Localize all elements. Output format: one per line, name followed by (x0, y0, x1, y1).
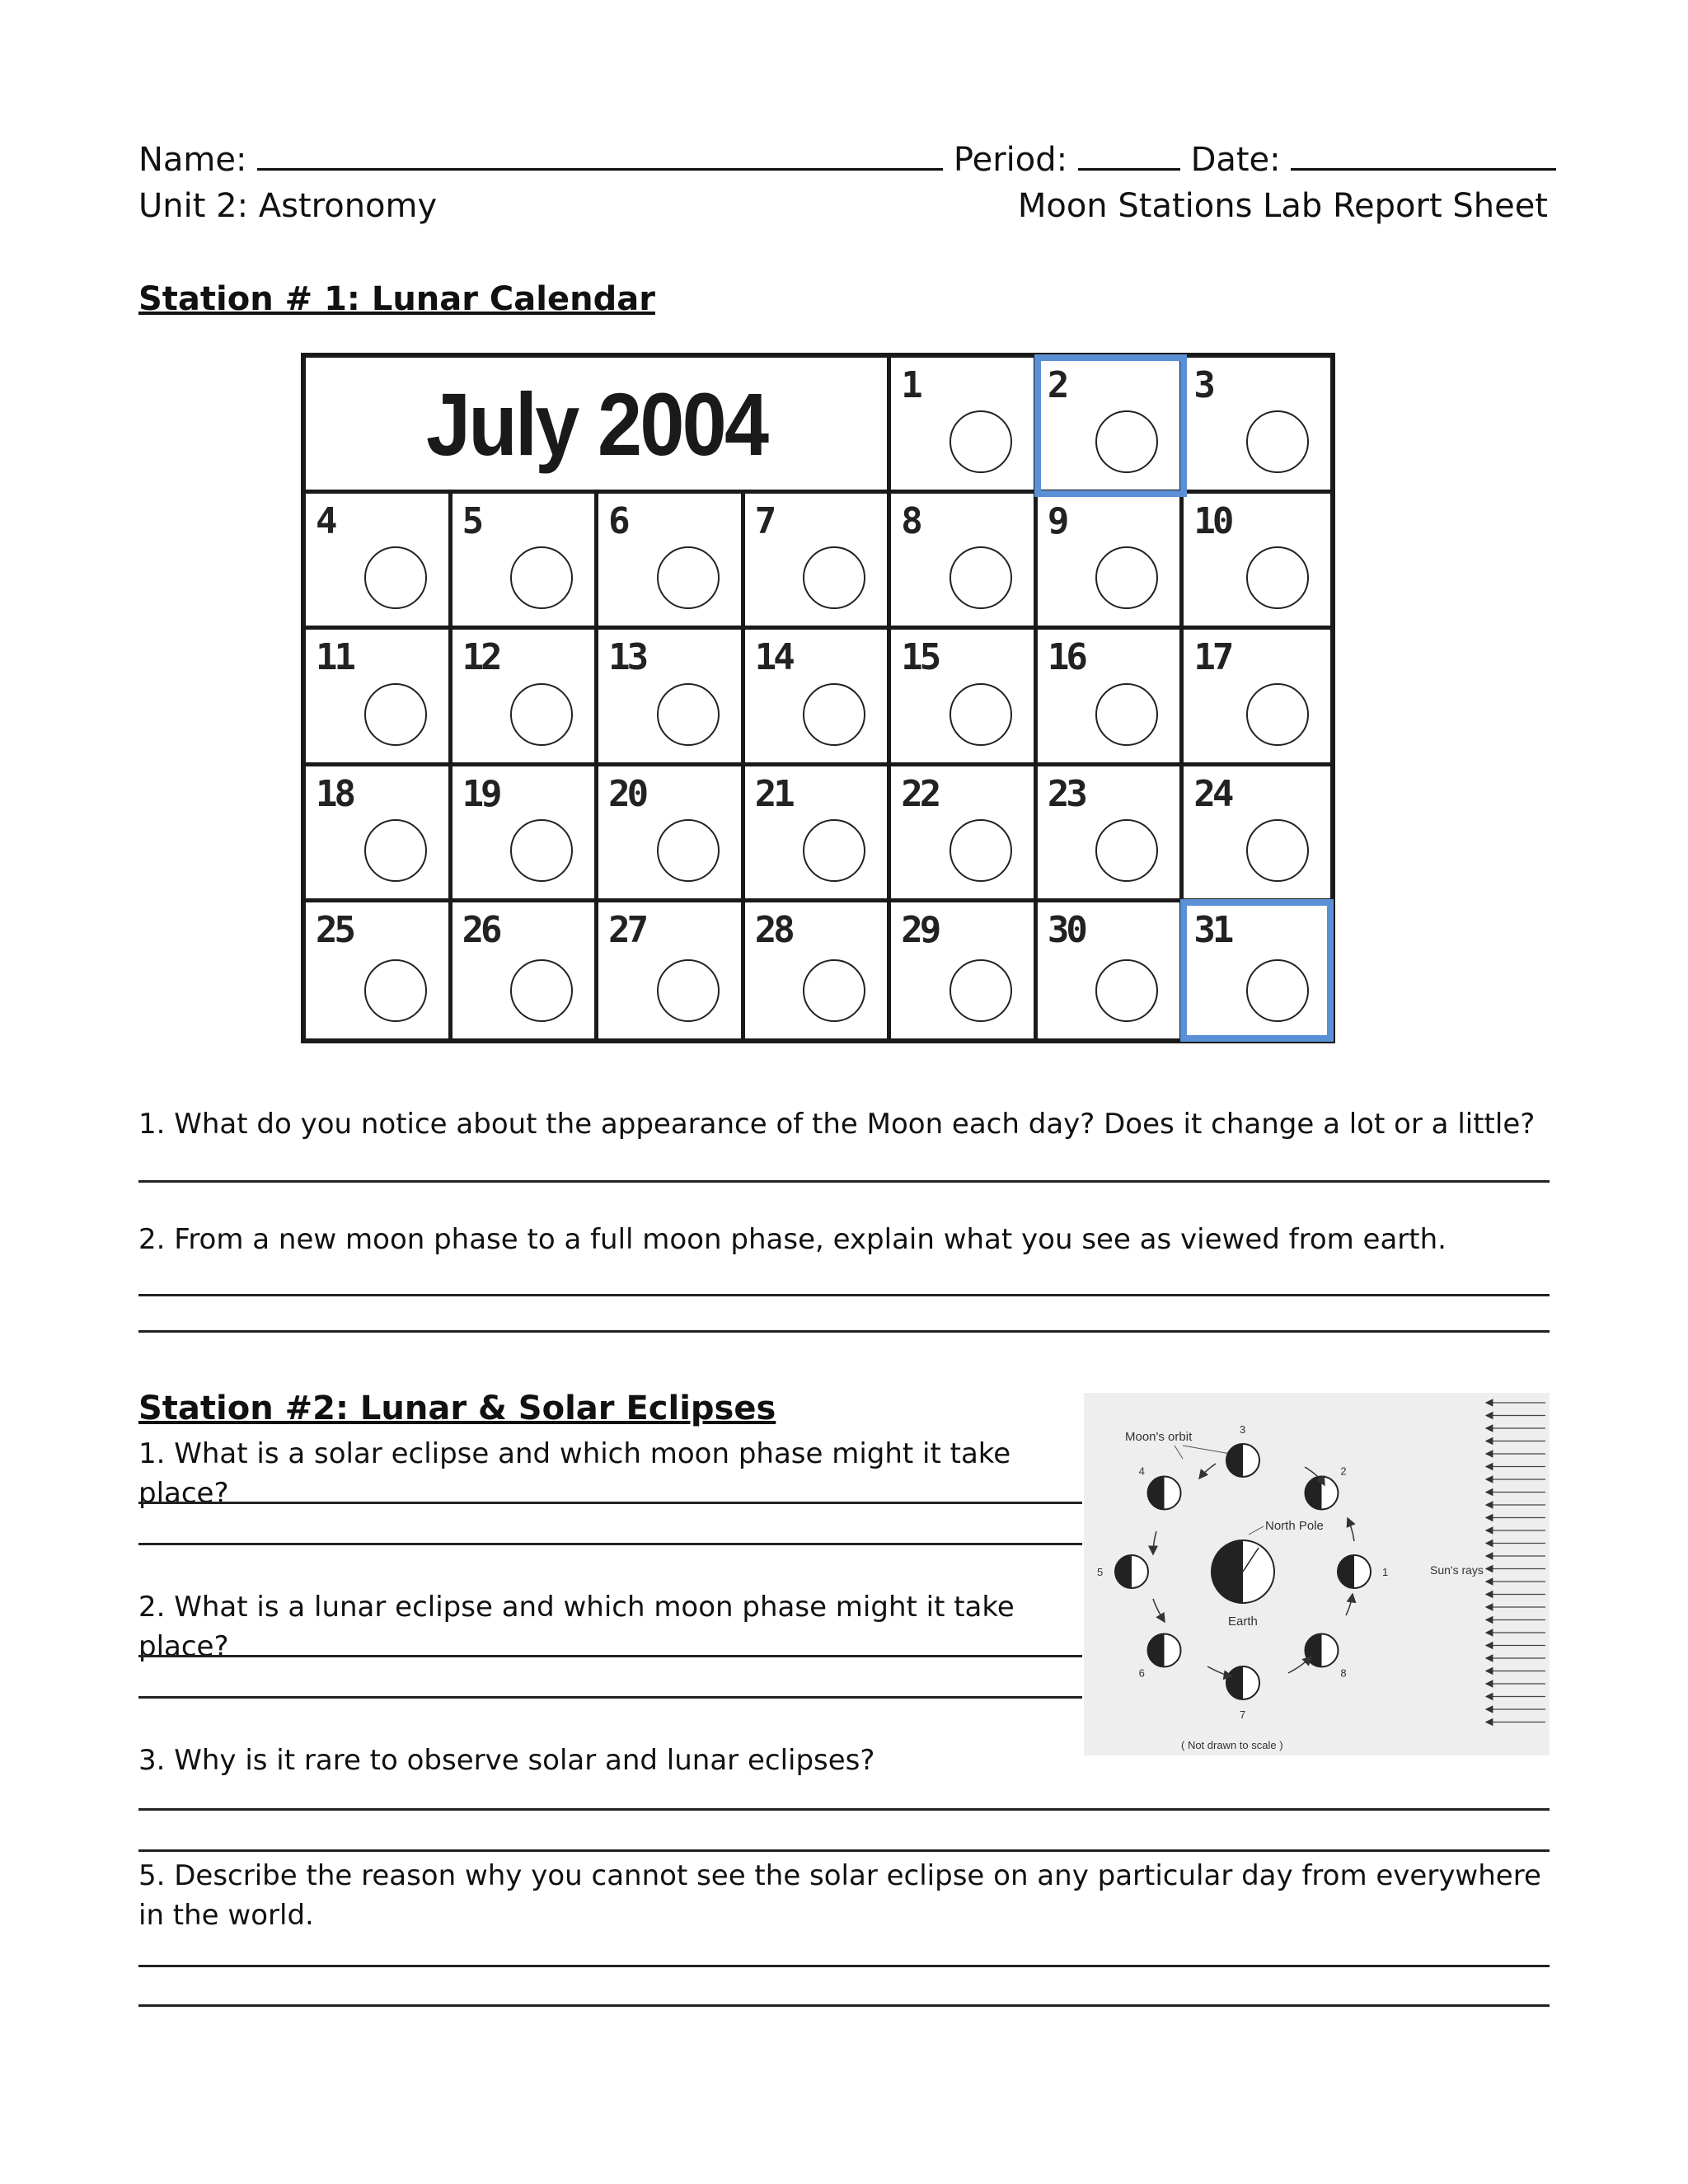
calendar-day-number: 15 (901, 636, 939, 679)
calendar-day-number: 24 (1193, 772, 1231, 815)
calendar-day (891, 358, 1038, 494)
calendar-day (1184, 358, 1330, 494)
calendar-day (745, 630, 892, 766)
moon-circle-icon[interactable] (1095, 819, 1158, 882)
calendar-day-number: 31 (1193, 908, 1231, 951)
calendar-day-number: 12 (462, 636, 499, 679)
calendar-day-number: 17 (1193, 636, 1231, 679)
calendar-day (1038, 766, 1184, 902)
sun-rays-icon (1486, 1403, 1545, 1722)
calendar-day-number: 23 (1047, 772, 1085, 815)
orbit-svg (1084, 1393, 1550, 1755)
earth-label: Earth (1228, 1615, 1258, 1629)
calendar-day (598, 766, 745, 902)
lunar-calendar (301, 353, 1335, 1043)
station1-title: Station # 1: Lunar Calendar (138, 280, 655, 318)
calendar-month: July 2004 (425, 373, 767, 474)
station2-title: Station #2: Lunar & Solar Eclipses (138, 1390, 776, 1427)
moon-phase-icon (1139, 1465, 1181, 1510)
moon-circle-icon[interactable] (1095, 959, 1158, 1022)
moon-circle-icon[interactable] (364, 959, 427, 1022)
calendar-day-number: 18 (316, 772, 353, 815)
calendar-day (745, 902, 892, 1038)
calendar-day-number: 25 (316, 908, 353, 951)
moon-position-label: 8 (1340, 1666, 1347, 1680)
calendar-day-number: 28 (754, 908, 792, 951)
moon-position-label: 3 (1240, 1423, 1246, 1436)
calendar-day (891, 766, 1038, 902)
moon-circle-icon[interactable] (364, 683, 427, 746)
sun-rays-label: Sun's rays (1430, 1563, 1484, 1577)
calendar-day-number: 7 (754, 500, 774, 543)
calendar-day (891, 902, 1038, 1038)
moon-circle-icon[interactable] (364, 819, 427, 882)
earth-icon (1212, 1540, 1274, 1603)
answer-line[interactable] (138, 1180, 1550, 1183)
moon-circle-icon[interactable] (803, 819, 865, 882)
answer-line[interactable] (138, 1655, 1082, 1657)
moon-circle-icon[interactable] (950, 683, 1012, 746)
calendar-day (306, 766, 452, 902)
station2-question-3: 3. Why is it rare to observe solar and lunar eclipses? (138, 1744, 875, 1777)
moon-circle-icon[interactable] (803, 683, 865, 746)
calendar-day-number: 30 (1047, 908, 1085, 951)
station2-question-2: 2. What is a lunar eclipse and which moon phase might it take place? (138, 1591, 1015, 1663)
moon-phase-icon (1139, 1633, 1181, 1679)
calendar-day-number: 21 (754, 772, 792, 815)
moon-position-label: 7 (1240, 1708, 1246, 1721)
moon-circle-icon[interactable] (510, 959, 573, 1022)
calendar-day-number: 10 (1193, 500, 1231, 543)
calendar-day (598, 902, 745, 1038)
name-field[interactable] (257, 143, 943, 171)
answer-line[interactable] (138, 1696, 1082, 1699)
calendar-day-number: 27 (608, 908, 646, 951)
calendar-day (598, 630, 745, 766)
calendar-day-number: 5 (462, 500, 481, 543)
moon-position-label: 2 (1340, 1465, 1347, 1478)
moon-circle-icon[interactable] (510, 546, 573, 609)
moon-position-label: 4 (1138, 1465, 1145, 1478)
moon-phase-icon (1305, 1633, 1346, 1679)
moon-circle-icon[interactable] (950, 546, 1012, 609)
calendar-day-number: 2 (1047, 364, 1067, 406)
moon-circle-icon[interactable] (1095, 683, 1158, 746)
calendar-day (452, 902, 599, 1038)
answer-line[interactable] (138, 1502, 1082, 1504)
moon-circle-icon[interactable] (1246, 410, 1309, 473)
moon-circle-icon[interactable] (657, 959, 720, 1022)
calendar-day (306, 630, 452, 766)
calendar-day (1038, 630, 1184, 766)
period-field[interactable] (1078, 143, 1180, 171)
station1-question-2: 2. From a new moon phase to a full moon phase, explain what you see as viewed from earth. (138, 1223, 1447, 1256)
station2-question-1: 1. What is a solar eclipse and which moon phase might it take place? (138, 1437, 1011, 1510)
answer-line[interactable] (138, 2004, 1550, 2007)
moon-circle-icon[interactable] (1246, 819, 1309, 882)
moon-phase-icon (1097, 1555, 1148, 1588)
moon-circle-icon[interactable] (510, 683, 573, 746)
date-field[interactable] (1291, 143, 1556, 171)
moon-phase-icon (1226, 1423, 1259, 1477)
calendar-day-number: 9 (1047, 500, 1067, 543)
calendar-day-number: 1 (901, 364, 920, 406)
station2-question-5: 5. Describe the reason why you cannot see the solar eclipse on any particular day from everywhere in the world. (138, 1859, 1541, 1932)
answer-line[interactable] (138, 1849, 1550, 1852)
calendar-day-number: 20 (608, 772, 646, 815)
calendar-day (891, 494, 1038, 630)
calendar-day-number: 14 (754, 636, 792, 679)
sheet-title: Moon Stations Lab Report Sheet (1017, 187, 1548, 225)
calendar-day-number: 29 (901, 908, 939, 951)
calendar-day (1038, 902, 1184, 1038)
calendar-day (306, 902, 452, 1038)
calendar-day-number: 6 (608, 500, 627, 543)
calendar-day (1184, 494, 1330, 630)
moon-circle-icon[interactable] (950, 410, 1012, 473)
calendar-day (452, 494, 599, 630)
moon-circle-icon[interactable] (657, 683, 720, 746)
calendar-day (452, 766, 599, 902)
unit-title: Unit 2: Astronomy (138, 187, 438, 225)
calendar-day (1184, 766, 1330, 902)
highlight-day (1034, 354, 1188, 497)
moon-phase-icon (1338, 1555, 1388, 1588)
calendar-day (891, 630, 1038, 766)
moon-position-label: 5 (1097, 1566, 1104, 1578)
moon-orbit-diagram (1084, 1393, 1550, 1755)
calendar-day (1038, 494, 1184, 630)
moon-position-label: 1 (1382, 1566, 1389, 1578)
moon-circle-icon[interactable] (364, 546, 427, 609)
moon-circle-icon[interactable] (950, 959, 1012, 1022)
answer-line[interactable] (138, 1808, 1550, 1811)
north-pole-label: North Pole (1265, 1519, 1324, 1533)
station1-question-1: 1. What do you notice about the appearance of the Moon each day? Does it change a lot or a little? (138, 1108, 1536, 1141)
answer-line[interactable] (138, 1294, 1550, 1296)
header-line-1 (138, 140, 1556, 180)
answer-line[interactable] (138, 1330, 1550, 1333)
calendar-day (745, 494, 892, 630)
moon-circle-icon[interactable] (657, 546, 720, 609)
highlight-day (1180, 899, 1334, 1042)
orbit-label: Moon's orbit (1125, 1430, 1193, 1444)
calendar-day (306, 494, 452, 630)
calendar-month-cell (306, 358, 891, 494)
date-label: Date: (1190, 141, 1281, 179)
calendar-day-number: 22 (901, 772, 939, 815)
calendar-day (598, 494, 745, 630)
calendar-day (745, 766, 892, 902)
moon-circle-icon[interactable] (1095, 546, 1158, 609)
calendar-day-number: 8 (901, 500, 920, 543)
calendar-day-number: 19 (462, 772, 499, 815)
scale-note: ( Not drawn to scale ) (1181, 1739, 1283, 1751)
moon-circle-icon[interactable] (950, 819, 1012, 882)
calendar-day-number: 3 (1193, 364, 1212, 406)
moon-circle-icon[interactable] (657, 819, 720, 882)
calendar-day-number: 11 (316, 636, 353, 679)
calendar-day (452, 630, 599, 766)
calendar-day (1184, 630, 1330, 766)
moon-phase-icon (1226, 1666, 1259, 1721)
calendar-day-number: 13 (608, 636, 646, 679)
moon-circle-icon[interactable] (510, 819, 573, 882)
answer-line[interactable] (138, 1965, 1550, 1967)
calendar-day-number: 26 (462, 908, 499, 951)
moon-circle-icon[interactable] (1246, 546, 1309, 609)
answer-line[interactable] (138, 1543, 1082, 1545)
calendar-day-number: 4 (316, 500, 335, 543)
moon-circle-icon[interactable] (803, 959, 865, 1022)
name-label: Name: (138, 141, 247, 179)
period-label: Period: (953, 141, 1068, 179)
moon-position-label: 6 (1138, 1666, 1145, 1680)
calendar-day-number: 16 (1047, 636, 1085, 679)
moon-circle-icon[interactable] (803, 546, 865, 609)
moon-circle-icon[interactable] (1246, 683, 1309, 746)
